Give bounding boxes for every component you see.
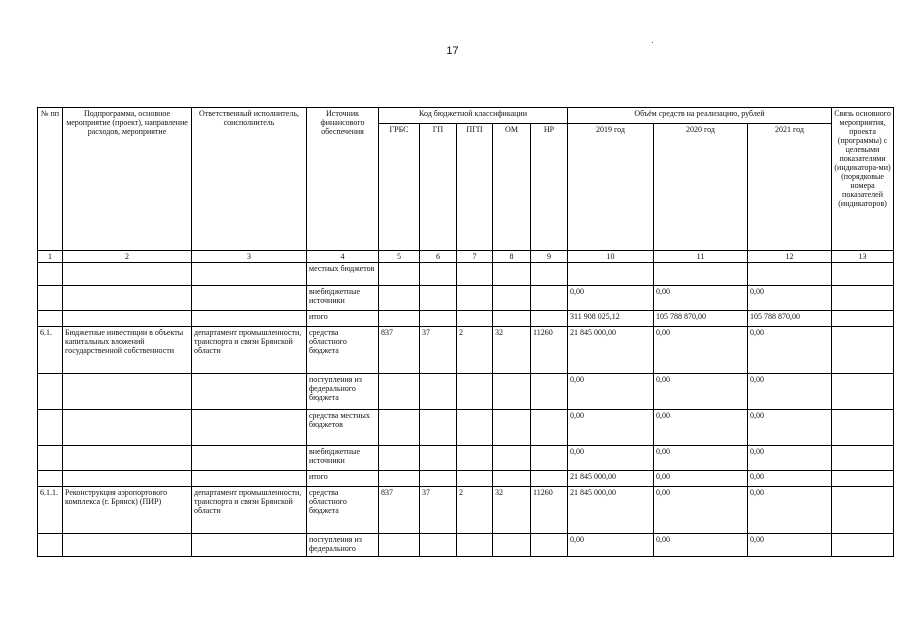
table-row: [38, 471, 894, 487]
link-cell: [832, 327, 894, 374]
gp-cell: [420, 263, 457, 286]
grbs-cell: [379, 263, 420, 286]
value-2021: [748, 263, 832, 286]
header-executor: Ответственный исполнитель, соисполнитель: [192, 108, 307, 251]
col-index: 7: [457, 251, 493, 263]
row-number: [38, 311, 63, 327]
col-index: 8: [493, 251, 531, 263]
value-2019: 0,00: [568, 410, 654, 446]
executor-cell: [192, 534, 307, 557]
link-cell: [832, 534, 894, 557]
value-2020: 0,00: [654, 327, 748, 374]
pgp-cell: [457, 311, 493, 327]
header-source: Источник финансового обеспечения: [307, 108, 379, 251]
col-index: 9: [531, 251, 568, 263]
header-nr: НР: [531, 124, 568, 251]
value-2020: 0,00: [654, 534, 748, 557]
nr-cell: [531, 263, 568, 286]
value-2021: 0,00: [748, 286, 832, 311]
program-cell: [63, 286, 192, 311]
source-cell: средства местных бюджетов: [307, 410, 379, 446]
gp-cell: [420, 410, 457, 446]
om-cell: [493, 471, 531, 487]
program-cell: Бюджетные инвестиции в объекты капитальных вложений государственной собственности: [63, 327, 192, 374]
link-cell: [832, 471, 894, 487]
gp-cell: [420, 534, 457, 557]
nr-cell: [531, 311, 568, 327]
col-index: 2: [63, 251, 192, 263]
header-2020: 2020 год: [654, 124, 748, 251]
executor-cell: [192, 446, 307, 471]
value-2021: 0,00: [748, 487, 832, 534]
value-2020: 0,00: [654, 286, 748, 311]
value-2020: 0,00: [654, 487, 748, 534]
om-cell: 32: [493, 487, 531, 534]
grbs-cell: [379, 374, 420, 410]
table-row: [38, 311, 894, 327]
table-row: [38, 487, 894, 534]
executor-cell: [192, 410, 307, 446]
source-cell: поступления из федерального бюджета: [307, 374, 379, 410]
table-row: [38, 286, 894, 311]
value-2021: 0,00: [748, 534, 832, 557]
nr-cell: [531, 374, 568, 410]
pgp-cell: 2: [457, 487, 493, 534]
value-2019: 21 845 000,00: [568, 487, 654, 534]
link-cell: [832, 410, 894, 446]
source-cell: местных бюджетов: [307, 263, 379, 286]
program-cell: [63, 311, 192, 327]
row-number: [38, 410, 63, 446]
value-2020: 0,00: [654, 446, 748, 471]
header-volume: Объём средств на реализацию, рублей: [568, 108, 832, 124]
header-budget-code: Код бюджетной классификации: [379, 108, 568, 124]
executor-cell: [192, 374, 307, 410]
link-cell: [832, 374, 894, 410]
header-2019: 2019 год: [568, 124, 654, 251]
link-cell: [832, 446, 894, 471]
col-index: 12: [748, 251, 832, 263]
value-2019: 0,00: [568, 446, 654, 471]
source-cell: внебюджетные источники: [307, 446, 379, 471]
value-2019: 21 845 000,00: [568, 327, 654, 374]
page-number: 17: [446, 45, 459, 57]
link-cell: [832, 487, 894, 534]
program-cell: [63, 471, 192, 487]
nr-cell: [531, 471, 568, 487]
gp-cell: [420, 471, 457, 487]
program-cell: [63, 263, 192, 286]
value-2020: [654, 263, 748, 286]
program-cell: [63, 534, 192, 557]
program-cell: [63, 446, 192, 471]
grbs-cell: [379, 471, 420, 487]
executor-cell: департамент промышленности, транспорта и связи Брянской области: [192, 487, 307, 534]
row-number: [38, 446, 63, 471]
table-row: [38, 327, 894, 374]
nr-cell: 11260: [531, 327, 568, 374]
grbs-cell: [379, 534, 420, 557]
executor-cell: [192, 471, 307, 487]
gp-cell: [420, 286, 457, 311]
table-row: [38, 263, 894, 286]
pgp-cell: [457, 446, 493, 471]
col-index: 4: [307, 251, 379, 263]
gp-cell: [420, 446, 457, 471]
value-2020: 105 788 870,00: [654, 311, 748, 327]
grbs-cell: 837: [379, 327, 420, 374]
value-2020: 0,00: [654, 410, 748, 446]
nr-cell: 11260: [531, 487, 568, 534]
table-row: [38, 410, 894, 446]
value-2019: 311 908 025,12: [568, 311, 654, 327]
col-index: 6: [420, 251, 457, 263]
source-cell: средства областного бюджета: [307, 327, 379, 374]
col-index: 1: [38, 251, 63, 263]
om-cell: [493, 534, 531, 557]
value-2021: 0,00: [748, 410, 832, 446]
source-cell: итого: [307, 471, 379, 487]
table-body: [38, 263, 894, 557]
source-cell: внебюджетные источники: [307, 286, 379, 311]
row-number: [38, 374, 63, 410]
program-cell: [63, 374, 192, 410]
nr-cell: [531, 446, 568, 471]
col-index: 10: [568, 251, 654, 263]
header-om: ОМ: [493, 124, 531, 251]
scan-speck: [652, 42, 653, 43]
value-2019: [568, 263, 654, 286]
grbs-cell: [379, 286, 420, 311]
grbs-cell: [379, 311, 420, 327]
value-2020: 0,00: [654, 374, 748, 410]
value-2019: 0,00: [568, 534, 654, 557]
gp-cell: [420, 311, 457, 327]
value-2021: 105 788 870,00: [748, 311, 832, 327]
link-cell: [832, 286, 894, 311]
row-number: [38, 471, 63, 487]
row-number: [38, 263, 63, 286]
header-pgp: ПГП: [457, 124, 493, 251]
header-link: Связь основного мероприятия, проекта (программы) с целевыми показателями (индикатора-ми) (порядковые номера показателей (индикаторов): [832, 108, 894, 251]
pgp-cell: [457, 471, 493, 487]
link-cell: [832, 311, 894, 327]
om-cell: [493, 410, 531, 446]
gp-cell: 37: [420, 487, 457, 534]
om-cell: [493, 374, 531, 410]
grbs-cell: 837: [379, 487, 420, 534]
executor-cell: [192, 311, 307, 327]
row-number: 6.1.: [38, 327, 63, 374]
value-2021: 0,00: [748, 446, 832, 471]
pgp-cell: [457, 374, 493, 410]
pgp-cell: [457, 286, 493, 311]
table-row: [38, 446, 894, 471]
value-2021: 0,00: [748, 327, 832, 374]
header-num: № пп: [38, 108, 63, 251]
program-cell: Реконструкция аэропортового комплекса (г. Брянск) (ПИР): [63, 487, 192, 534]
gp-cell: [420, 374, 457, 410]
value-2019: 0,00: [568, 374, 654, 410]
header-2021: 2021 год: [748, 124, 832, 251]
om-cell: [493, 263, 531, 286]
program-cell: [63, 410, 192, 446]
table-row: [38, 534, 894, 557]
om-cell: [493, 286, 531, 311]
nr-cell: [531, 410, 568, 446]
source-cell: поступления из федерального: [307, 534, 379, 557]
grbs-cell: [379, 446, 420, 471]
pgp-cell: [457, 410, 493, 446]
header-program: Подпрограмма, основное мероприятие (проект), направление расходов, мероприятие: [63, 108, 192, 251]
om-cell: 32: [493, 327, 531, 374]
pgp-cell: [457, 534, 493, 557]
grbs-cell: [379, 410, 420, 446]
table-row: [38, 374, 894, 410]
col-index: 5: [379, 251, 420, 263]
header-gp: ГП: [420, 124, 457, 251]
column-index-row: [38, 251, 894, 263]
row-number: [38, 286, 63, 311]
source-cell: средства областного бюджета: [307, 487, 379, 534]
executor-cell: департамент промышленности, транспорта и связи Брянской области: [192, 327, 307, 374]
nr-cell: [531, 286, 568, 311]
om-cell: [493, 446, 531, 471]
col-index: 3: [192, 251, 307, 263]
header-grbs: ГРБС: [379, 124, 420, 251]
gp-cell: 37: [420, 327, 457, 374]
pgp-cell: [457, 263, 493, 286]
pgp-cell: 2: [457, 327, 493, 374]
source-cell: итого: [307, 311, 379, 327]
executor-cell: [192, 263, 307, 286]
value-2020: 0,00: [654, 471, 748, 487]
executor-cell: [192, 286, 307, 311]
value-2021: 0,00: [748, 471, 832, 487]
row-number: 6.1.1.: [38, 487, 63, 534]
value-2019: 0,00: [568, 286, 654, 311]
link-cell: [832, 263, 894, 286]
value-2019: 21 845 000,00: [568, 471, 654, 487]
col-index: 11: [654, 251, 748, 263]
row-number: [38, 534, 63, 557]
value-2021: 0,00: [748, 374, 832, 410]
om-cell: [493, 311, 531, 327]
budget-table: [37, 107, 894, 557]
nr-cell: [531, 534, 568, 557]
col-index: 13: [832, 251, 894, 263]
